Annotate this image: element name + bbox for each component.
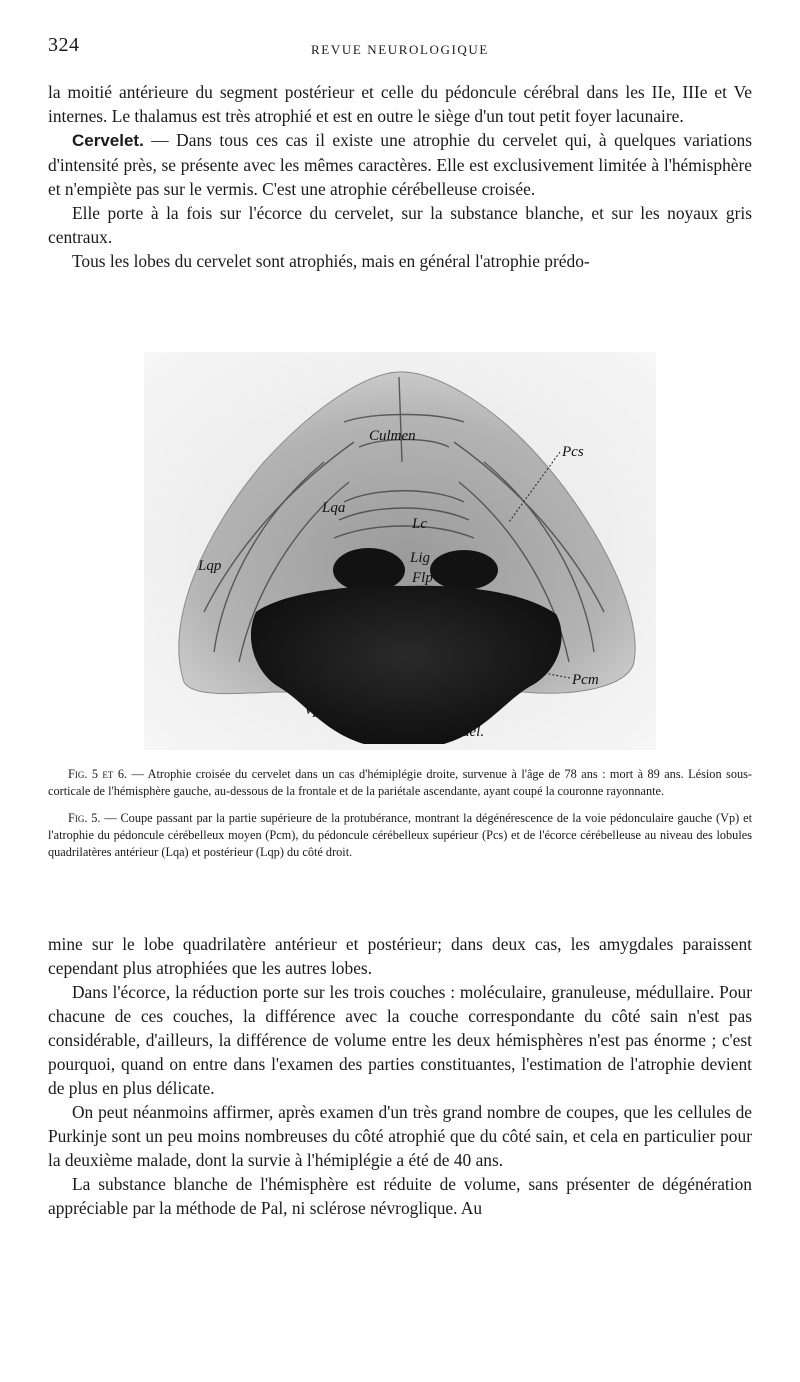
label-lqp: Lqp bbox=[198, 558, 222, 574]
page-header bbox=[48, 34, 752, 64]
artist-signature: del. bbox=[462, 724, 485, 740]
paragraph: Dans l'écorce, la réduction porte sur les trois couches : moléculaire, granuleuse, médullaire. Pour chacune de ces couches, la différence avec la couche correspondante du côté sain n'est pas considérable, d'ailleurs, la différence de volume entre les deux hémisphères n'est pas énorme ; c'est pourquoi, quand on entre dans l'examen des parties constituantes, l'estimation de l'atrophie devient de plus en plus délicate. bbox=[48, 982, 752, 1098]
caption-label: Fig. 5 et 6. bbox=[68, 767, 128, 781]
label-culmen: Culmen bbox=[369, 428, 416, 444]
label-lig: Lig bbox=[410, 550, 431, 566]
body-text-top bbox=[48, 80, 752, 273]
dentate-nucleus-right bbox=[430, 550, 498, 590]
body-text-bottom bbox=[48, 932, 752, 1220]
label-lqa: Lqa bbox=[322, 500, 346, 516]
label-pcs: Pcs bbox=[562, 444, 584, 460]
caption-fig-5 bbox=[48, 810, 752, 861]
caption-text: — Atrophie croisée du cervelet dans un cas d'hémiplégie droite, survenue à l'âge de 78 ans : mort à 89 ans. Lésion sous-corticale de l'hémisphère gauche, au-dessous de la frontale et de la pariétale ascendante, ayant coupé la couronne rayonnante. bbox=[48, 767, 752, 798]
page-number: 324 bbox=[48, 34, 80, 56]
figure-captions bbox=[48, 766, 752, 871]
label-lc: Lc bbox=[412, 516, 427, 532]
paragraph: la moitié antérieure du segment postérieur et celle du pédoncule cérébral dans les IIe, IIIe et Ve internes. Le thalamus est très atrophié et est en outre le siège d'un tout petit foyer lacunaire. bbox=[48, 82, 752, 126]
caption-label: Fig. 5. bbox=[68, 811, 101, 825]
paragraph: La substance blanche de l'hémisphère est réduite de volume, sans présenter de dégénération appréciable par la méthode de Pal, ni sclérose névroglique. Au bbox=[48, 1174, 752, 1218]
dentate-nucleus-left bbox=[333, 548, 405, 592]
cerebellum-section-figure bbox=[144, 352, 656, 750]
paragraph: Elle porte à la fois sur l'écorce du cervelet, sur la substance blanche, et sur les noyaux gris centraux. bbox=[48, 203, 752, 247]
paragraph: On peut néanmoins affirmer, après examen d'un très grand nombre de coupes, que les cellules de Purkinje sont un peu moins nombreuses du côté atrophié que du côté sain, et cela en particulier pour la deuxième malade, dont la survie à l'hémiplégie a été de 40 ans. bbox=[48, 1102, 752, 1170]
paragraph: mine sur le lobe quadrilatère antérieur et postérieur; dans deux cas, les amygdales paraissent cependant plus atrophiées que les autres lobes. bbox=[48, 934, 752, 978]
caption-fig-5-6 bbox=[48, 766, 752, 800]
label-pcm: Pcm bbox=[572, 672, 599, 688]
paragraph-text: — Dans tous ces cas il existe une atrophie du cervelet qui, à quelques variations d'intensité près, se présente avec les mêmes caractères. Elle est exclusivement limitée à l'hémisphère et n'empiète pas sur le vermis. C'est une atrophie cérébelleuse croisée. bbox=[48, 130, 752, 199]
paragraph-cervelet bbox=[48, 128, 752, 201]
label-vp: Vp bbox=[304, 702, 321, 718]
label-flp: Flp bbox=[412, 570, 433, 586]
running-head: REVUE NEUROLOGIQUE bbox=[311, 42, 489, 57]
paragraph: Tous les lobes du cervelet sont atrophiés, mais en général l'atrophie prédo- bbox=[72, 251, 590, 271]
figure-drawing bbox=[144, 352, 656, 750]
caption-text: — Coupe passant par la partie supérieure de la protubérance, montrant la dégénérescence de la voie pédonculaire gauche (Vp) et l'atrophie du pédoncule cérébelleux moyen (Pcm), du pédoncule cérébelleux supérieur (Pcs) et de l'écorce cérébelleuse au niveau des lobules quadrilatères antérieur (Lqa) et postérieur (Lqp) du côté droit. bbox=[48, 811, 752, 859]
section-title: Cervelet. bbox=[72, 131, 144, 150]
